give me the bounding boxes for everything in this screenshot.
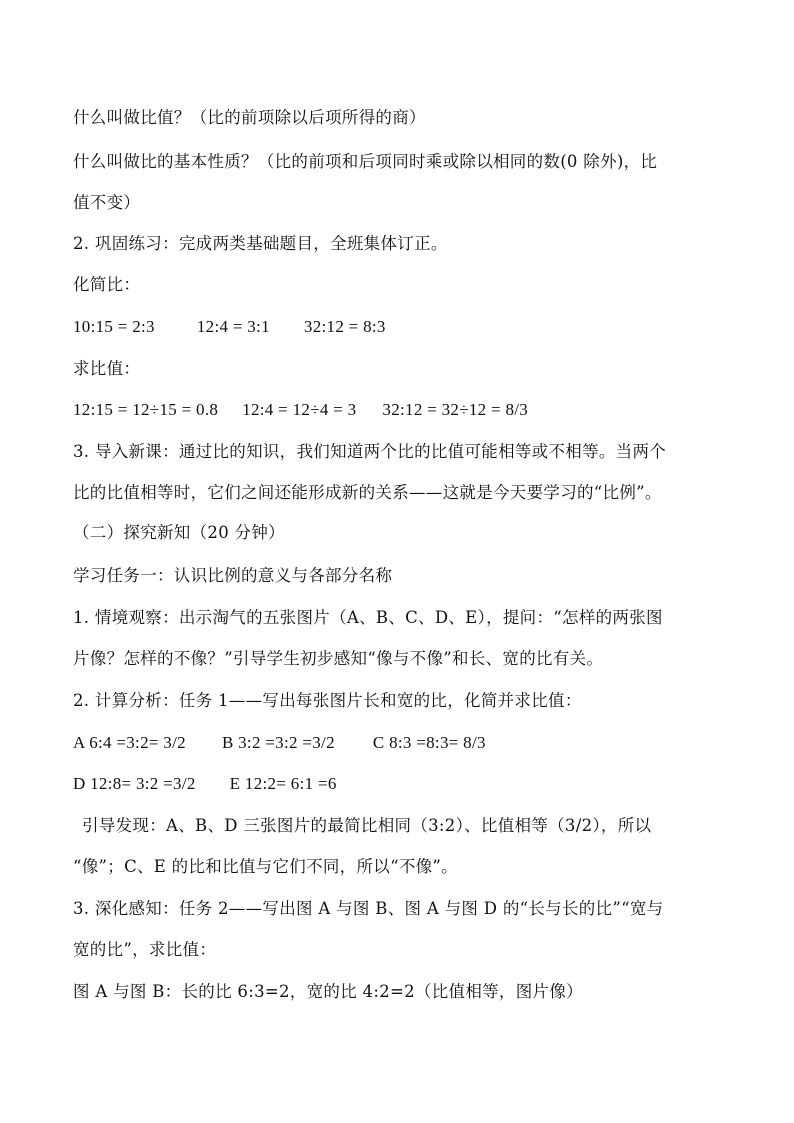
math-expression: E 12:2= 6:1 =6	[229, 774, 337, 793]
text-line: 3. 深化感知：任务 2——写出图 A 与图 B、图 A 与图 D 的“长与长的比”“宽与	[73, 899, 664, 918]
text-line: 引导发现：A、B、D 三张图片的最简比相同（3:2）、比值相等（3/2），所以	[82, 816, 652, 835]
math-expression: B 3:2 =3:2 =3/2	[221, 733, 335, 752]
text-line: 图 A 与图 B：长的比 6:3=2，宽的比 4:2=2（比值相等，图片像）	[73, 982, 583, 1001]
math-expression: 12:4 = 3:1	[196, 317, 270, 336]
text-line: 求比值：	[73, 359, 141, 378]
math-expression: 32:12 = 8:3	[303, 317, 386, 336]
text-line: 什么叫做比值？（比的前项除以后项所得的商）	[73, 108, 426, 127]
ratio-value-row	[73, 399, 728, 421]
math-expression: 12:15 = 12÷15 = 0.8	[73, 400, 219, 419]
section-heading: （二）探究新知（20 分钟）	[73, 523, 285, 542]
text-line: 2. 巩固练习：完成两类基础题目，全班集体订正。	[73, 234, 448, 253]
text-line: “像”；C、E 的比和比值与它们不同，所以“不像”。	[73, 857, 458, 876]
text-line: 值不变）	[73, 193, 141, 212]
text-line: 3. 导入新课：通过比的知识，我们知道两个比的比值可能相等或不相等。当两个	[73, 442, 667, 461]
text-line: 1. 情境观察：出示淘气的五张图片（A、B、C、D、E），提问：“怎样的两张图	[73, 608, 663, 627]
math-expression: D 12:8= 3:2 =3/2	[73, 774, 196, 793]
text-line: 什么叫做比的基本性质？（比的前项和后项同时乘或除以相同的数(0 除外)，比	[73, 152, 658, 171]
text-line: 学习任务一：认识比例的意义与各部分名称	[73, 566, 393, 585]
math-expression: A 6:4 =3:2= 3/2	[73, 733, 186, 752]
math-expression: 10:15 = 2:3	[73, 317, 155, 336]
text-line: 化简比：	[73, 275, 141, 294]
simplify-row	[73, 316, 728, 338]
math-expression: 32:12 = 32÷12 = 8/3	[382, 400, 529, 419]
picture-ratio-row	[73, 732, 728, 754]
math-expression: 12:4 = 12÷4 = 3	[242, 400, 357, 419]
text-line: 2. 计算分析：任务 1——写出每张图片长和宽的比，化简并求比值：	[73, 691, 582, 710]
text-line: 片像？怎样的不像？”引导学生初步感知“像与不像”和长、宽的比有关。	[73, 649, 604, 668]
math-expression: C 8:3 =8:3= 8/3	[372, 733, 486, 752]
picture-ratio-row	[73, 773, 728, 795]
text-line: 宽的比”，求比值：	[73, 940, 217, 959]
text-line: 比的比值相等时，它们之间还能形成新的关系——这就是今天要学习的“比例”。	[73, 483, 662, 502]
